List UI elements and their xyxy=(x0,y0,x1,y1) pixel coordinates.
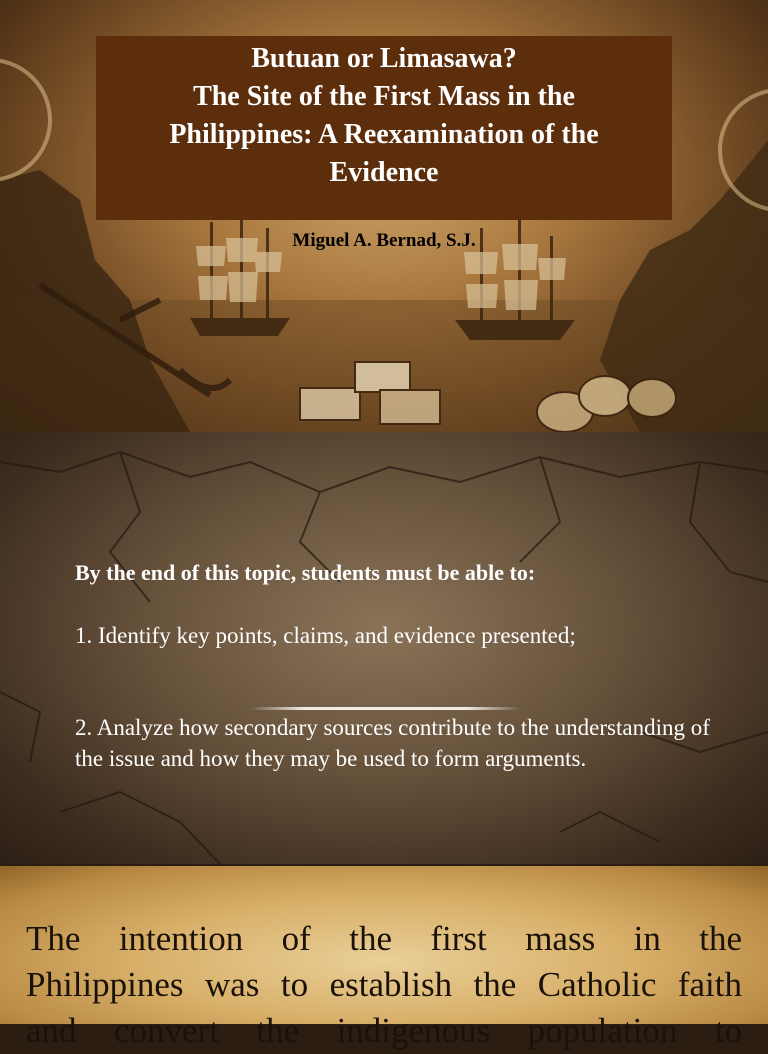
paragraph-line: and convert the indigenous population to xyxy=(26,1011,742,1050)
paragraph-line: The intention of the first mass in the xyxy=(26,919,742,958)
title-line: Evidence xyxy=(329,157,439,188)
objective-item: 1. Identify key points, claims, and evidence presented; xyxy=(75,623,576,648)
objectives-slide xyxy=(0,432,768,864)
objectives-heading: By the end of this topic, students must be able to: xyxy=(75,560,536,585)
intention-slide xyxy=(0,866,768,1050)
title-box xyxy=(96,36,672,220)
intention-paragraph xyxy=(26,916,742,1054)
divider xyxy=(250,707,520,710)
title-line: The Site of the First Mass in the xyxy=(193,81,575,112)
author-name: Miguel A. Bernad, S.J. xyxy=(292,230,476,251)
title-slide xyxy=(0,0,768,432)
title-line: Philippines: A Reexamination of the xyxy=(169,119,599,150)
paragraph-line: Philippines was to establish the Catholic faith xyxy=(26,965,742,1004)
objective-item: 2. Analyze how secondary sources contribute to the understanding of the issue and how they may be used to form arguments. xyxy=(75,715,710,771)
title-line: Butuan or Limasawa? xyxy=(251,43,517,74)
